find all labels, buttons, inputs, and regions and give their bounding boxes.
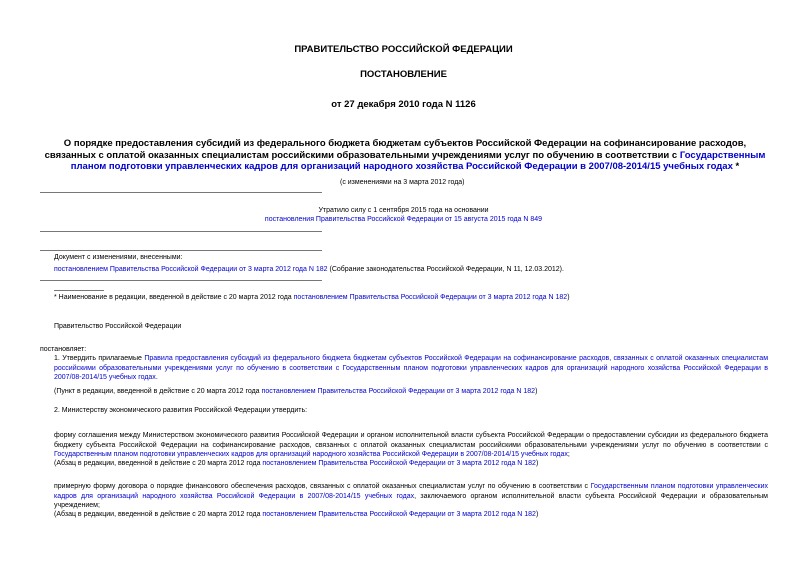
p1-note-suffix: ) xyxy=(535,388,538,395)
footnote xyxy=(54,293,570,303)
p4-note-suffix: ) xyxy=(535,511,539,518)
p1-text: 1. Утвердить прилагаемые xyxy=(54,355,145,362)
p4-note-text: (Абзац в редакции, введенной в действие с 20 марта 2012 года xyxy=(54,511,263,518)
p4-text: примерную форму договора о порядке финансового обеспечения расходов, связанных с оплатой оказанных специалистам услуг по обучению в соответствии с xyxy=(54,483,591,490)
paragraph-1 xyxy=(40,354,768,383)
p4-end: , заключаемого органом исполнительной власти субъекта Российской Федерации и образовательным учреждением; xyxy=(54,492,768,509)
divider xyxy=(40,250,322,251)
p4-plan-link[interactable]: Государственным планом подготовки управленческих кадров для организаций народного хозяйства Российской Федерации в 2007/08-2014/15 учебных годах xyxy=(54,483,768,500)
p3-note-link[interactable]: постановлением Правительства Российской Федерации от 3 марта 2012 года N 182 xyxy=(262,460,536,467)
footnote-suffix: ) xyxy=(567,294,570,301)
amended-by-source: (Собрание законодательства Российской Федерации, N 11, 12.03.2012). xyxy=(327,266,564,273)
document-title xyxy=(40,138,770,173)
paragraph-4 xyxy=(40,482,768,511)
footnote-divider xyxy=(54,290,104,291)
divider xyxy=(40,192,322,193)
p3-end: ; xyxy=(567,451,570,458)
expired-decree-link[interactable]: постановления Правительства Российской Федерации от 15 августа 2015 года N 849 xyxy=(264,216,543,223)
body-resolves: постановляет: xyxy=(40,346,87,353)
footnote-text: * Наименование в редакции, введенной в действие с 20 марта 2012 года xyxy=(54,294,294,301)
p1-note xyxy=(54,387,537,397)
p1-rules-link[interactable]: Правила предоставления субсидий из федерального бюджета бюджетам субъектов Российской Федерации на софинансирование расходов, связанных с оплатой оказанных специалистам российскими образовательными учреждениями услуг по обучению в соответствии с Государственным планом подготовки управленческих кадров для организаций народного хозяйства Российской Федерации в 2007/08-2014/15 учебных годах xyxy=(54,355,769,381)
paragraph-2: 2. Министерству экономического развития Российской Федерации утвердить: xyxy=(54,407,308,414)
amendments-note: (с изменениями на 3 марта 2012 года) xyxy=(340,179,465,186)
expired-notice: Утратило силу с 1 сентября 2015 года на основании xyxy=(318,207,489,214)
p4-note xyxy=(54,510,538,520)
body-government: Правительство Российской Федерации xyxy=(54,323,182,330)
amended-by-label: Документ с изменениями, внесенными: xyxy=(54,254,183,261)
expired-link-line xyxy=(0,215,807,225)
doc-type-heading: ПОСТАНОВЛЕНИЕ xyxy=(360,69,447,80)
amended-by-line xyxy=(54,265,564,275)
footnote-link[interactable]: постановлением Правительства Российской Федерации от 3 марта 2012 года N 182 xyxy=(293,294,568,301)
title-plan-link[interactable]: Государственным планом подготовки управленческих кадров для организаций народного хозяйства Российской Федерации в 2007/08-2014/15 учебных годах xyxy=(70,149,766,172)
divider xyxy=(40,280,322,281)
government-heading: ПРАВИТЕЛЬСТВО РОССИЙСКОЙ ФЕДЕРАЦИИ xyxy=(294,44,513,55)
paragraph-3 xyxy=(40,431,768,460)
amended-by-link[interactable]: постановлением Правительства Российской Федерации от 3 марта 2012 года N 182 xyxy=(54,266,328,273)
p4-note-link[interactable]: постановлением Правительства Российской Федерации от 3 марта 2012 года N 182 xyxy=(262,511,536,518)
p3-note-text: (Абзац в редакции, введенной в действие с 20 марта 2012 года xyxy=(54,460,263,467)
p1-end: . xyxy=(155,374,158,381)
p3-text: форму соглашения между Министерством экономического развития Российской Федерации и органом исполнительной власти субъекта Российской Федерации о предоставлении субсидии из федерального бюджета бюджету субъекта Российской Федерации на софинансирование расходов, связанных с оплатой оказанных специалистам российскими образовательными учреждениями услуг по обучению в соответствии с xyxy=(54,432,768,449)
p1-note-link[interactable]: постановлением Правительства Российской Федерации от 3 марта 2012 года N 182 xyxy=(261,388,536,395)
title-text: О порядке предоставления субсидий из федерального бюджета бюджетам субъектов Российской Федерации на софинансирование расходов, связанных с оплатой оказанных специалистам российскими образовательными учреждениями услуг по обучению в соответствии с xyxy=(44,138,747,161)
p1-note-text: (Пункт в редакции, введенной в действие с 20 марта 2012 года xyxy=(54,388,262,395)
divider xyxy=(40,231,322,232)
title-asterisk: * xyxy=(732,161,740,172)
p3-note-suffix: ) xyxy=(535,460,539,467)
date-number-heading: от 27 декабря 2010 года N 1126 xyxy=(331,99,476,110)
p3-note xyxy=(54,459,538,469)
p3-plan-link[interactable]: Государственным планом подготовки управленческих кадров для организаций народного хозяйства Российской Федерации в 2007/08-2014/15 учебных годах xyxy=(54,451,568,458)
